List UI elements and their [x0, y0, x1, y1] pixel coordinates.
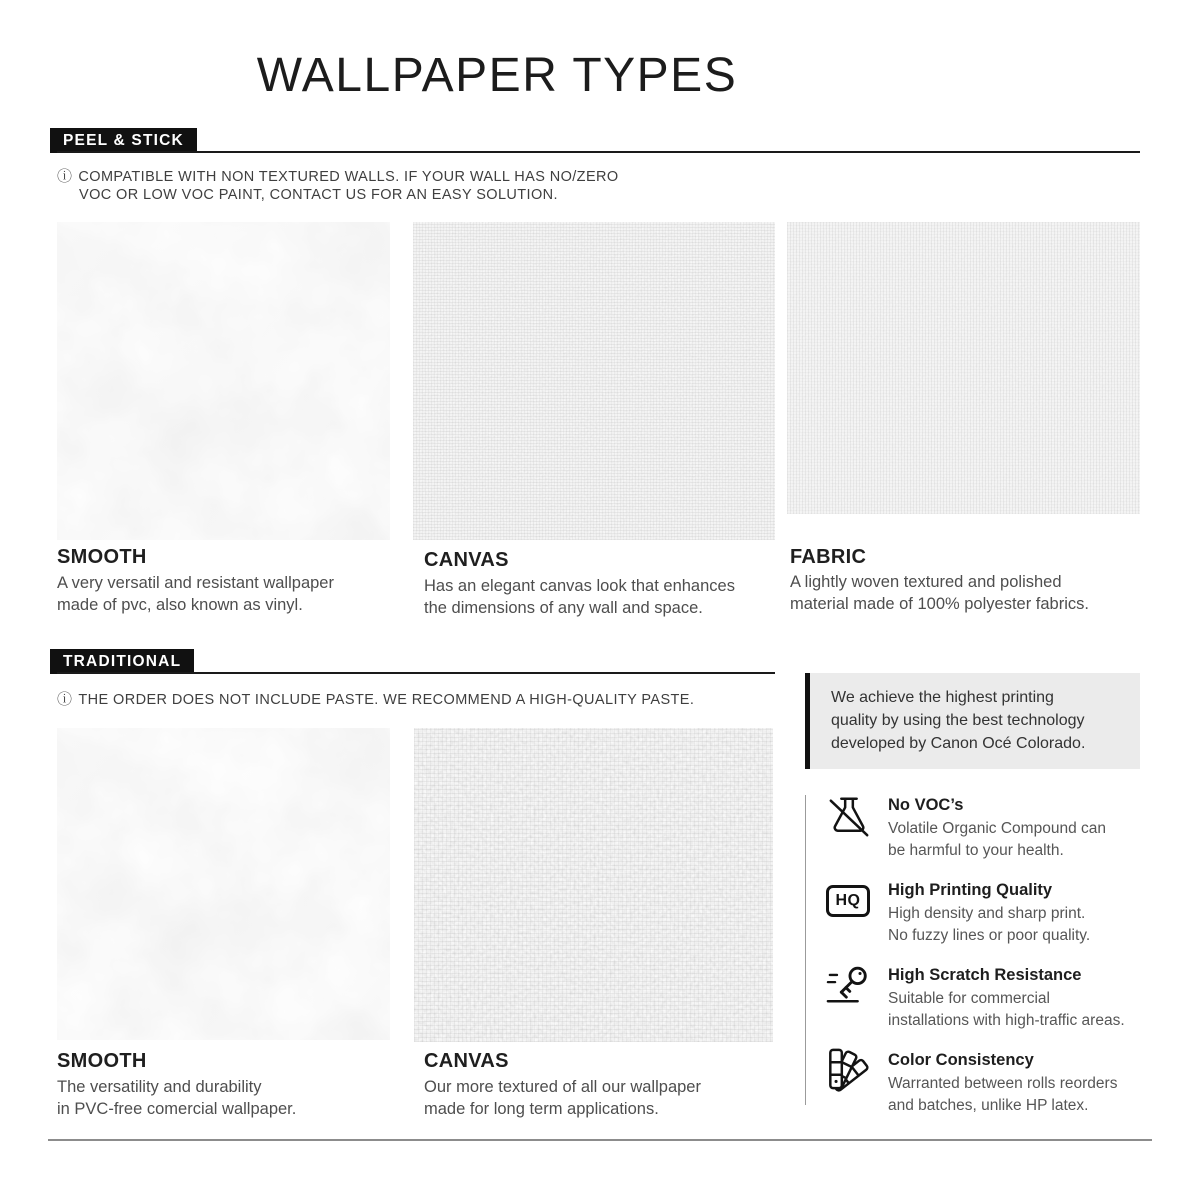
- swatch-desc: made of pvc, also known as vinyl.: [57, 596, 303, 614]
- swatch-desc: material made of 100% polyester fabrics.: [790, 595, 1089, 613]
- printing-quality-quote: [805, 673, 1140, 769]
- quote-line: We achieve the highest printing: [831, 689, 1054, 706]
- info-icon: ⓘ: [57, 691, 73, 708]
- swatch-name-smooth-traditional: SMOOTH: [57, 1050, 147, 1072]
- feature-high-scratch-resistance: [888, 966, 1154, 1032]
- note-text: THE ORDER DOES NOT INCLUDE PASTE. WE RECOMMEND A HIGH-QUALITY PASTE.: [78, 692, 695, 708]
- swatch-image-fabric-peelstick: [787, 222, 1140, 514]
- feature-color-consistency: [888, 1051, 1154, 1117]
- swatch-image-canvas-traditional: [414, 728, 773, 1042]
- section-rule-traditional: [57, 672, 775, 674]
- swatch-image-smooth-peelstick: [57, 222, 390, 540]
- feature-desc: be harmful to your health.: [888, 842, 1064, 859]
- key-scratch-icon: [826, 962, 874, 1010]
- feature-title: Color Consistency: [888, 1051, 1034, 1069]
- no-voc-flask-icon: [826, 794, 874, 842]
- hq-badge-icon: [826, 882, 874, 930]
- quote-line: developed by Canon Océ Colorado.: [831, 735, 1086, 752]
- swatch-name-canvas-traditional: CANVAS: [424, 1050, 509, 1072]
- swatch-desc: made for long term applications.: [424, 1100, 659, 1118]
- smooth-noise-texture: [57, 222, 390, 540]
- bottom-divider: [48, 1139, 1152, 1141]
- section-rule-peel-and-stick: [57, 151, 1140, 153]
- swatch-name-smooth: SMOOTH: [57, 546, 147, 568]
- feature-desc: High density and sharp print.: [888, 905, 1086, 922]
- swatch-desc: in PVC-free comercial wallpaper.: [57, 1100, 297, 1118]
- hq-badge-text: HQ: [835, 892, 861, 909]
- swatch-desc: The versatility and durability: [57, 1078, 262, 1096]
- swatch-name-canvas: CANVAS: [424, 549, 509, 571]
- feature-desc: Warranted between rolls reorders: [888, 1075, 1118, 1092]
- fabric-noise-texture: [787, 222, 1140, 514]
- feature-desc: installations with high-traffic areas.: [888, 1012, 1125, 1029]
- feature-title: High Scratch Resistance: [888, 966, 1082, 984]
- canvas-noise-texture: [413, 222, 775, 540]
- smooth-noise-texture: [57, 728, 390, 1040]
- feature-high-printing-quality: [888, 881, 1154, 947]
- traditional-note: [57, 688, 694, 709]
- feature-desc: Suitable for commercial: [888, 990, 1050, 1007]
- note-text: COMPATIBLE WITH NON TEXTURED WALLS. IF YOUR WALL HAS NO/ZERO: [78, 169, 619, 185]
- color-swatches-icon: [826, 1046, 874, 1094]
- swatch-desc: the dimensions of any wall and space.: [424, 599, 703, 617]
- section-tag-traditional: TRADITIONAL: [50, 649, 194, 674]
- feature-desc: No fuzzy lines or poor quality.: [888, 927, 1091, 944]
- quote-line: quality by using the best technology: [831, 712, 1085, 729]
- peel-stick-note-line2: VOC OR LOW VOC PAINT, CONTACT US FOR AN EASY SOLUTION.: [79, 187, 558, 203]
- feature-title: High Printing Quality: [888, 881, 1053, 899]
- info-icon: ⓘ: [57, 168, 73, 185]
- swatch-name-fabric: FABRIC: [790, 546, 867, 568]
- swatch-desc: Has an elegant canvas look that enhances: [424, 577, 735, 595]
- swatch-desc: Our more textured of all our wallpaper: [424, 1078, 701, 1096]
- section-tag-peel-and-stick: PEEL & STICK: [50, 128, 197, 153]
- canvas-coarse-noise-texture: [414, 728, 773, 1042]
- swatch-desc: A lightly woven textured and polished: [790, 573, 1062, 591]
- page-title: WALLPAPER TYPES: [256, 49, 738, 102]
- swatch-image-smooth-traditional: [57, 728, 390, 1040]
- swatch-image-canvas-peelstick: [413, 222, 775, 540]
- peel-stick-note-line1: [57, 165, 619, 186]
- swatch-desc: A very versatil and resistant wallpaper: [57, 574, 334, 592]
- feature-desc: Volatile Organic Compound can: [888, 820, 1106, 837]
- feature-list-rail: [805, 795, 806, 1105]
- feature-no-vocs: [888, 796, 1154, 862]
- feature-title: No VOC’s: [888, 796, 964, 814]
- feature-desc: and batches, unlike HP latex.: [888, 1097, 1089, 1114]
